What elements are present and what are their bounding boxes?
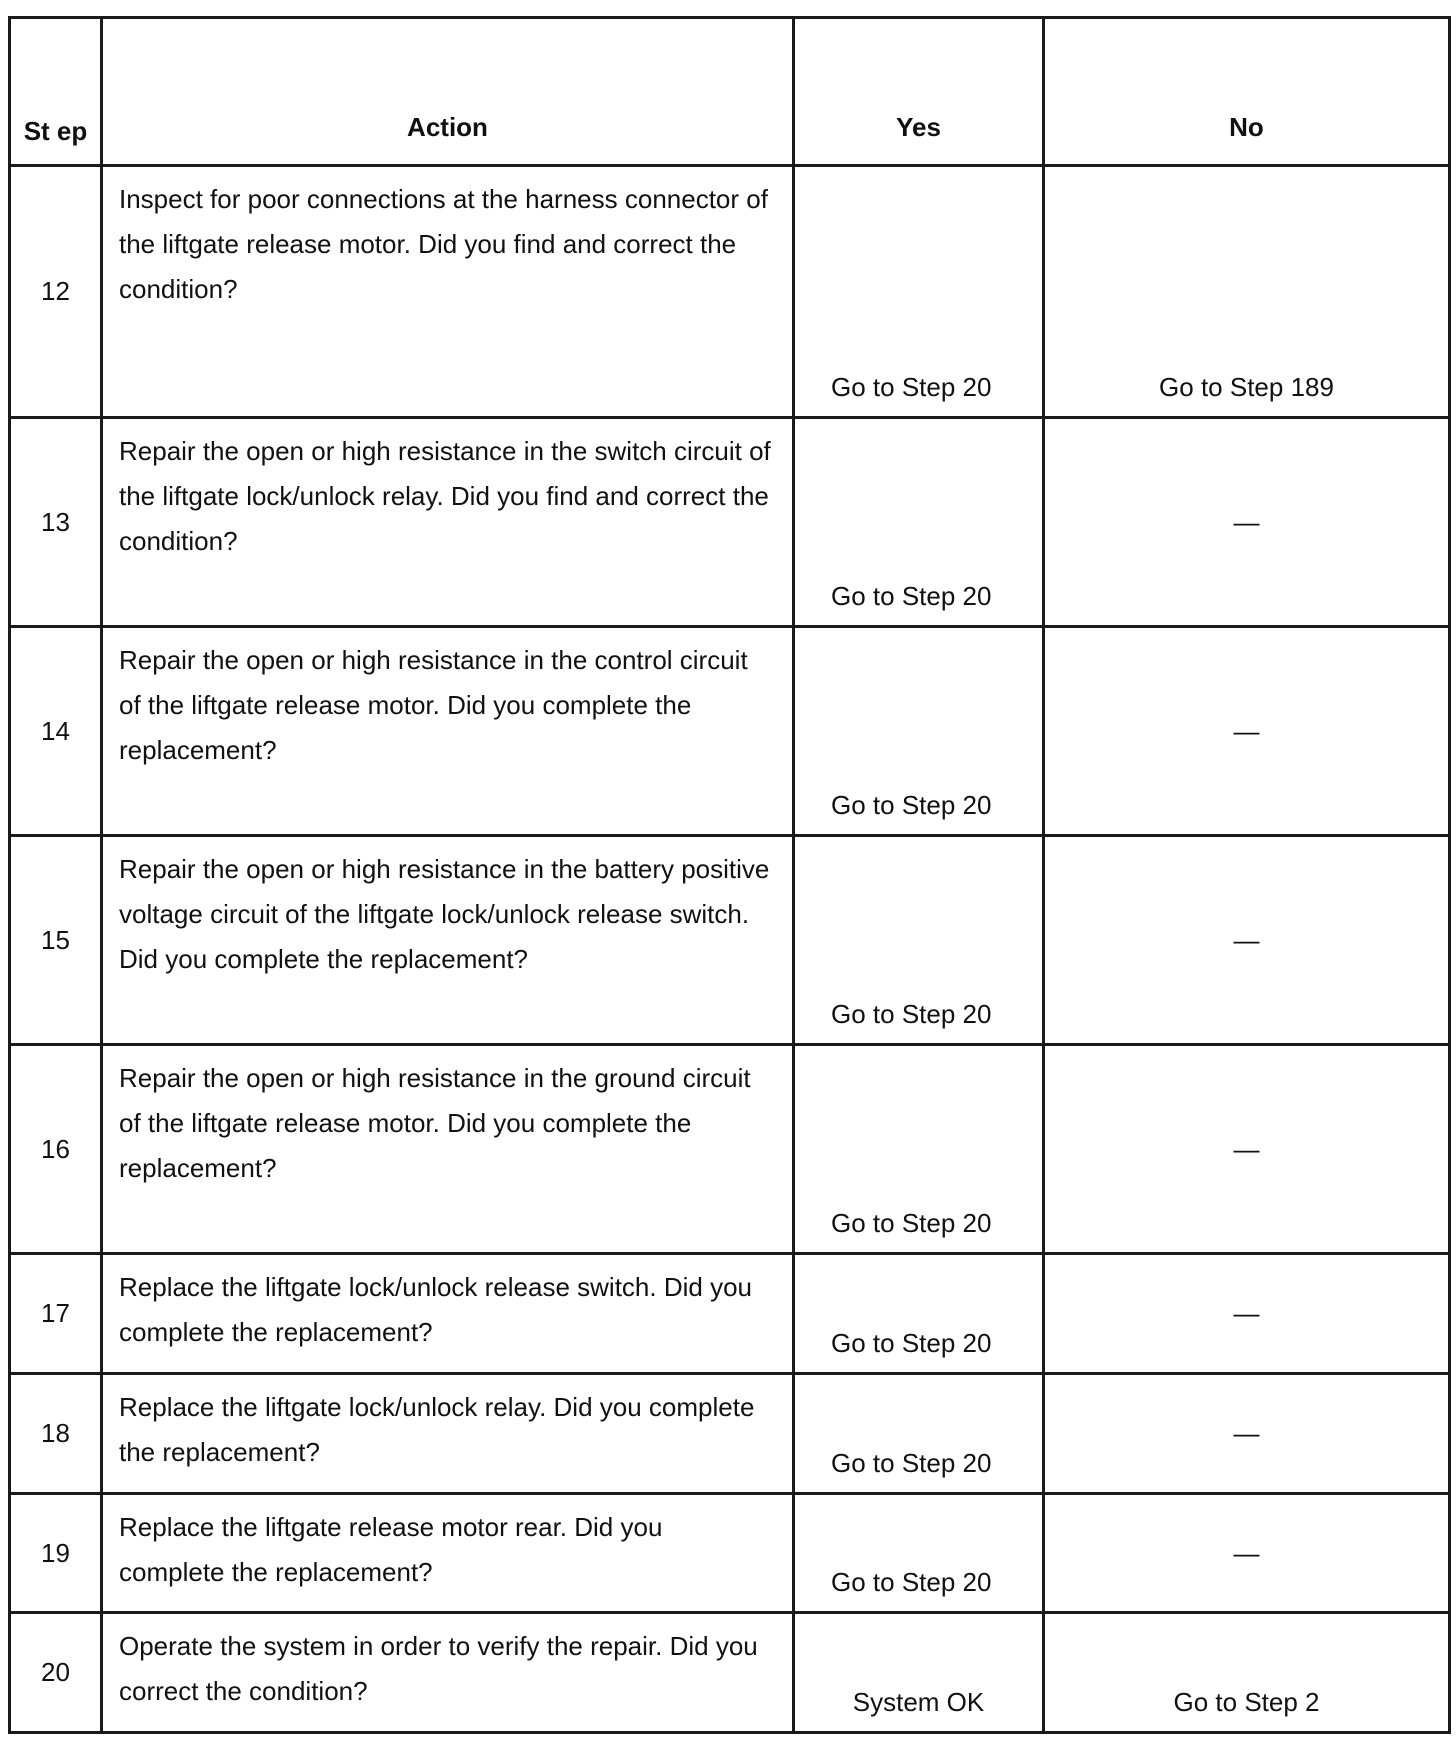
- yes-outcome: System OK: [794, 1613, 1044, 1733]
- table-row: [10, 1493, 1450, 1613]
- no-outcome: —: [1044, 1374, 1450, 1494]
- step-number: 19: [10, 1493, 102, 1613]
- action-text: Repair the open or high resistance in the battery positive voltage circuit of the liftgate lock/unlock release switch. Did you complete the replacement?: [102, 836, 794, 1045]
- action-text: Repair the open or high resistance in the switch circuit of the liftgate lock/unlock relay. Did you find and correct the condition?: [102, 418, 794, 627]
- action-text: Operate the system in order to verify the repair. Did you correct the condition?: [102, 1613, 794, 1733]
- action-text: Inspect for poor connections at the harness connector of the liftgate release motor. Did you find and correct the condition?: [102, 165, 794, 418]
- diagnostic-table: [8, 16, 1451, 1734]
- step-number: 14: [10, 627, 102, 836]
- step-number: 15: [10, 836, 102, 1045]
- no-outcome: —: [1044, 1254, 1450, 1374]
- yes-outcome: Go to Step 20: [794, 418, 1044, 627]
- yes-outcome: Go to Step 20: [794, 1254, 1044, 1374]
- yes-outcome: Go to Step 20: [794, 165, 1044, 418]
- yes-outcome: Go to Step 20: [794, 1374, 1044, 1494]
- step-number: 18: [10, 1374, 102, 1494]
- table-row: [10, 165, 1450, 418]
- table-row: [10, 836, 1450, 1045]
- step-number: 13: [10, 418, 102, 627]
- step-number: 17: [10, 1254, 102, 1374]
- yes-outcome: Go to Step 20: [794, 836, 1044, 1045]
- no-outcome: —: [1044, 418, 1450, 627]
- header-step: St ep: [10, 18, 102, 166]
- action-text: Repair the open or high resistance in the control circuit of the liftgate release motor. Did you complete the replacement?: [102, 627, 794, 836]
- yes-outcome: Go to Step 20: [794, 1493, 1044, 1613]
- yes-outcome: Go to Step 20: [794, 1045, 1044, 1254]
- yes-outcome: Go to Step 20: [794, 627, 1044, 836]
- table-row: [10, 1254, 1450, 1374]
- action-text: Replace the liftgate lock/unlock release switch. Did you complete the replacement?: [102, 1254, 794, 1374]
- action-text: Repair the open or high resistance in the ground circuit of the liftgate release motor. Did you complete the replacement?: [102, 1045, 794, 1254]
- step-number: 20: [10, 1613, 102, 1733]
- table-row: [10, 1613, 1450, 1733]
- table-row: [10, 418, 1450, 627]
- table-row: [10, 1374, 1450, 1494]
- no-outcome: —: [1044, 627, 1450, 836]
- header-action: Action: [102, 18, 794, 166]
- no-outcome: Go to Step 2: [1044, 1613, 1450, 1733]
- step-number: 16: [10, 1045, 102, 1254]
- table-row: [10, 627, 1450, 836]
- table-row: [10, 1045, 1450, 1254]
- table-header-row: [10, 18, 1450, 166]
- action-text: Replace the liftgate release motor rear. Did you complete the replacement?: [102, 1493, 794, 1613]
- no-outcome: —: [1044, 836, 1450, 1045]
- action-text: Replace the liftgate lock/unlock relay. Did you complete the replacement?: [102, 1374, 794, 1494]
- no-outcome: —: [1044, 1493, 1450, 1613]
- no-outcome: —: [1044, 1045, 1450, 1254]
- step-number: 12: [10, 165, 102, 418]
- header-no: No: [1044, 18, 1450, 166]
- header-yes: Yes: [794, 18, 1044, 166]
- no-outcome: Go to Step 189: [1044, 165, 1450, 418]
